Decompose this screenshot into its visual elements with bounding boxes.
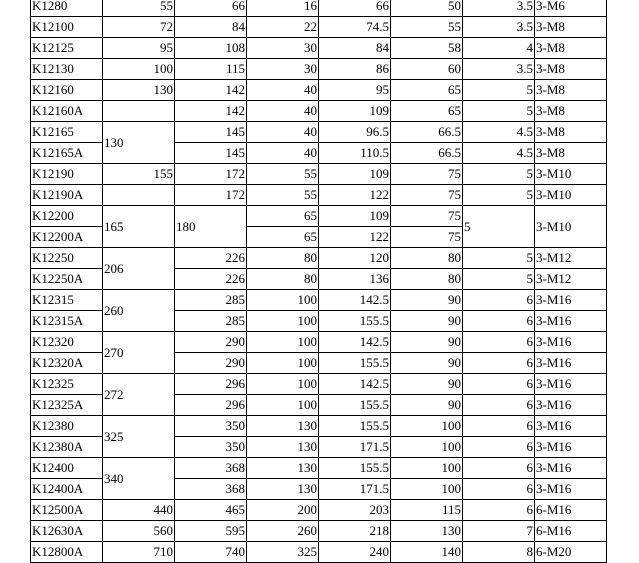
table-cell: 90 — [391, 290, 463, 311]
table-cell: 95 — [103, 38, 175, 59]
table-cell: 5 — [463, 206, 535, 248]
model-cell: K1280 — [31, 0, 103, 17]
table-cell: 6 — [463, 437, 535, 458]
table-cell: 350 — [175, 437, 247, 458]
table-cell: 260 — [247, 521, 319, 542]
model-cell: K12315 — [31, 290, 103, 311]
table-cell: 6 — [463, 374, 535, 395]
table-row — [31, 80, 607, 101]
table-cell: 65 — [391, 80, 463, 101]
table-cell: 74.5 — [319, 17, 391, 38]
table-cell: 65 — [391, 101, 463, 122]
table-cell: 115 — [175, 59, 247, 80]
table-cell: 155.5 — [319, 416, 391, 437]
table-cell: 290 — [175, 332, 247, 353]
table-cell: 4.5 — [463, 122, 535, 143]
table-cell: 100 — [103, 59, 175, 80]
model-cell: K12630A — [31, 521, 103, 542]
table-cell: 130 — [247, 458, 319, 479]
table-cell: 40 — [247, 101, 319, 122]
table-row — [31, 500, 607, 521]
table-cell: 172 — [175, 185, 247, 206]
table-cell: 296 — [175, 374, 247, 395]
table-cell: 6 — [463, 353, 535, 374]
table-cell: 155.5 — [319, 311, 391, 332]
table-cell: 90 — [391, 374, 463, 395]
table-cell: 3.5 — [463, 17, 535, 38]
model-cell: K12500A — [31, 500, 103, 521]
table-cell: 368 — [175, 458, 247, 479]
table-cell: 3-M8 — [535, 80, 607, 101]
table-cell: 142 — [175, 80, 247, 101]
table-cell: 285 — [175, 311, 247, 332]
table-cell: 340 — [103, 458, 175, 500]
table-cell: 155.5 — [319, 353, 391, 374]
table-cell: 75 — [391, 206, 463, 227]
table-cell: 140 — [391, 542, 463, 563]
model-cell: K12380A — [31, 437, 103, 458]
table-row — [31, 164, 607, 185]
table-cell: 55 — [391, 17, 463, 38]
table-cell: 740 — [175, 542, 247, 563]
table-cell: 180 — [175, 206, 247, 248]
table-cell: 96.5 — [319, 122, 391, 143]
table-cell: 3-M8 — [535, 59, 607, 80]
table-cell: 5 — [463, 248, 535, 269]
table-cell: 100 — [247, 353, 319, 374]
table-cell: 120 — [319, 248, 391, 269]
table-cell: 58 — [391, 38, 463, 59]
table-cell: 100 — [391, 458, 463, 479]
table-cell: 260 — [103, 290, 175, 332]
model-cell: K12165 — [31, 122, 103, 143]
table-cell: 6-M16 — [535, 500, 607, 521]
table-cell: 203 — [319, 500, 391, 521]
table-cell: 7 — [463, 521, 535, 542]
table-row — [31, 122, 607, 143]
table-cell: 100 — [247, 332, 319, 353]
table-cell: 55 — [247, 164, 319, 185]
table-cell: 3-M8 — [535, 17, 607, 38]
table-cell: 72 — [103, 17, 175, 38]
table-cell: 66.5 — [391, 143, 463, 164]
table-cell: 710 — [103, 542, 175, 563]
table-cell: 80 — [391, 248, 463, 269]
table-cell: 66 — [175, 0, 247, 17]
table-cell: 218 — [319, 521, 391, 542]
table-cell: 171.5 — [319, 479, 391, 500]
table-cell: 5 — [463, 185, 535, 206]
table-cell: 142.5 — [319, 332, 391, 353]
table-cell: 4.5 — [463, 143, 535, 164]
table-cell: 65 — [247, 227, 319, 248]
table-cell: 115 — [391, 500, 463, 521]
model-cell: K12380 — [31, 416, 103, 437]
table-cell: 130 — [247, 479, 319, 500]
table-cell: 8 — [463, 542, 535, 563]
table-cell: 3-M16 — [535, 311, 607, 332]
table-cell: 80 — [391, 269, 463, 290]
table-cell: 80 — [247, 269, 319, 290]
table-row — [31, 185, 607, 206]
table-cell: 206 — [103, 248, 175, 290]
table-cell: 100 — [391, 479, 463, 500]
table-cell: 95 — [319, 80, 391, 101]
table-cell: 90 — [391, 332, 463, 353]
spec-table — [30, 0, 607, 563]
table-cell: 5 — [463, 101, 535, 122]
model-cell: K12320 — [31, 332, 103, 353]
table-cell: 90 — [391, 395, 463, 416]
table-cell: 285 — [175, 290, 247, 311]
table-cell: 50 — [391, 0, 463, 17]
table-cell: 130 — [247, 437, 319, 458]
table-cell: 171.5 — [319, 437, 391, 458]
table-cell: 145 — [175, 143, 247, 164]
table-cell: 130 — [247, 416, 319, 437]
model-cell: K12400 — [31, 458, 103, 479]
model-cell: K12125 — [31, 38, 103, 59]
table-cell: 84 — [319, 38, 391, 59]
table-cell: 55 — [103, 0, 175, 17]
table-row — [31, 17, 607, 38]
table-cell: 90 — [391, 353, 463, 374]
table-cell: 55 — [247, 185, 319, 206]
model-cell: K12165A — [31, 143, 103, 164]
table-cell: 109 — [319, 164, 391, 185]
table-cell: 75 — [391, 227, 463, 248]
table-cell: 3-M8 — [535, 38, 607, 59]
table-cell: 325 — [103, 416, 175, 458]
table-cell: 6 — [463, 395, 535, 416]
table-cell: 172 — [175, 164, 247, 185]
table-cell: 100 — [247, 290, 319, 311]
table-row — [31, 290, 607, 311]
table-cell: 165 — [103, 206, 175, 248]
table-cell: 66.5 — [391, 122, 463, 143]
table-row — [31, 101, 607, 122]
model-cell: K12325 — [31, 374, 103, 395]
table-cell: 3-M8 — [535, 143, 607, 164]
table-cell: 40 — [247, 122, 319, 143]
table-cell: 272 — [103, 374, 175, 416]
table-cell: 6-M16 — [535, 521, 607, 542]
table-cell: 595 — [175, 521, 247, 542]
table-cell: 155.5 — [319, 395, 391, 416]
table-cell: 560 — [103, 521, 175, 542]
table-row — [31, 332, 607, 353]
table-cell: 4 — [463, 38, 535, 59]
spec-table-sheet — [30, 0, 607, 563]
table-cell: 3-M12 — [535, 269, 607, 290]
model-cell: K12250 — [31, 248, 103, 269]
table-row — [31, 206, 607, 227]
table-cell: 3-M16 — [535, 353, 607, 374]
table-cell: 3.5 — [463, 0, 535, 17]
table-cell: 3-M16 — [535, 416, 607, 437]
table-cell: 109 — [319, 206, 391, 227]
model-cell: K12100 — [31, 17, 103, 38]
table-cell: 65 — [247, 206, 319, 227]
table-cell: 130 — [391, 521, 463, 542]
table-row — [31, 0, 607, 17]
table-cell: 226 — [175, 248, 247, 269]
table-cell: 290 — [175, 353, 247, 374]
table-cell: 3-M16 — [535, 374, 607, 395]
table-cell: 270 — [103, 332, 175, 374]
table-cell: 130 — [103, 80, 175, 101]
table-cell: 3-M16 — [535, 395, 607, 416]
table-row — [31, 248, 607, 269]
model-cell: K12160 — [31, 80, 103, 101]
table-cell: 440 — [103, 500, 175, 521]
table-cell: 3-M10 — [535, 185, 607, 206]
table-cell: 155 — [103, 164, 175, 185]
table-row — [31, 458, 607, 479]
table-cell: 5 — [463, 80, 535, 101]
table-row — [31, 521, 607, 542]
table-cell: 109 — [319, 101, 391, 122]
table-cell: 6 — [463, 311, 535, 332]
table-cell: 122 — [319, 227, 391, 248]
table-cell: 100 — [391, 416, 463, 437]
model-cell: K12325A — [31, 395, 103, 416]
table-cell: 75 — [391, 164, 463, 185]
table-cell: 142 — [175, 101, 247, 122]
model-cell: K12320A — [31, 353, 103, 374]
table-cell: 3-M12 — [535, 248, 607, 269]
table-cell: 142.5 — [319, 374, 391, 395]
table-row — [31, 416, 607, 437]
table-cell: 108 — [175, 38, 247, 59]
table-cell: 90 — [391, 311, 463, 332]
table-cell: 3-M16 — [535, 290, 607, 311]
table-cell: 60 — [391, 59, 463, 80]
table-cell — [103, 101, 175, 122]
model-cell: K12400A — [31, 479, 103, 500]
model-cell: K12250A — [31, 269, 103, 290]
table-row — [31, 374, 607, 395]
table-cell: 3-M10 — [535, 164, 607, 185]
table-cell: 5 — [463, 164, 535, 185]
table-cell: 100 — [247, 395, 319, 416]
table-cell: 3.5 — [463, 59, 535, 80]
table-cell: 100 — [247, 374, 319, 395]
table-cell: 30 — [247, 38, 319, 59]
table-cell: 3-M8 — [535, 122, 607, 143]
model-cell: K12315A — [31, 311, 103, 332]
model-cell: K12190A — [31, 185, 103, 206]
table-cell: 240 — [319, 542, 391, 563]
table-cell: 30 — [247, 59, 319, 80]
table-cell: 16 — [247, 0, 319, 17]
table-row — [31, 542, 607, 563]
model-cell: K12130 — [31, 59, 103, 80]
table-cell: 66 — [319, 0, 391, 17]
table-cell: 80 — [247, 248, 319, 269]
table-cell: 3-M6 — [535, 0, 607, 17]
table-cell: 100 — [247, 311, 319, 332]
table-cell: 100 — [391, 437, 463, 458]
table-cell: 3-M16 — [535, 458, 607, 479]
table-cell: 3-M16 — [535, 332, 607, 353]
table-cell: 6 — [463, 332, 535, 353]
table-cell: 6 — [463, 290, 535, 311]
table-cell: 142.5 — [319, 290, 391, 311]
model-cell: K12190 — [31, 164, 103, 185]
table-cell: 40 — [247, 80, 319, 101]
table-cell: 6 — [463, 500, 535, 521]
table-cell: 6-M20 — [535, 542, 607, 563]
table-cell: 3-M8 — [535, 101, 607, 122]
table-cell: 86 — [319, 59, 391, 80]
model-cell: K12200 — [31, 206, 103, 227]
table-cell: 122 — [319, 185, 391, 206]
model-cell: K12800A — [31, 542, 103, 563]
table-cell: 6 — [463, 416, 535, 437]
table-row — [31, 59, 607, 80]
table-cell: 3-M16 — [535, 437, 607, 458]
table-cell: 84 — [175, 17, 247, 38]
table-row — [31, 38, 607, 59]
table-cell: 145 — [175, 122, 247, 143]
table-cell: 3-M10 — [535, 206, 607, 248]
table-cell: 110.5 — [319, 143, 391, 164]
table-cell: 200 — [247, 500, 319, 521]
table-cell: 6 — [463, 479, 535, 500]
table-cell: 325 — [247, 542, 319, 563]
table-cell — [103, 185, 175, 206]
table-cell: 130 — [103, 122, 175, 164]
table-cell: 40 — [247, 143, 319, 164]
table-cell: 3-M16 — [535, 479, 607, 500]
table-cell: 465 — [175, 500, 247, 521]
model-cell: K12160A — [31, 101, 103, 122]
table-cell: 155.5 — [319, 458, 391, 479]
table-cell: 6 — [463, 458, 535, 479]
table-cell: 350 — [175, 416, 247, 437]
table-cell: 296 — [175, 395, 247, 416]
table-cell: 5 — [463, 269, 535, 290]
model-cell: K12200A — [31, 227, 103, 248]
table-cell: 136 — [319, 269, 391, 290]
table-cell: 368 — [175, 479, 247, 500]
table-cell: 75 — [391, 185, 463, 206]
table-cell: 22 — [247, 17, 319, 38]
table-cell: 226 — [175, 269, 247, 290]
